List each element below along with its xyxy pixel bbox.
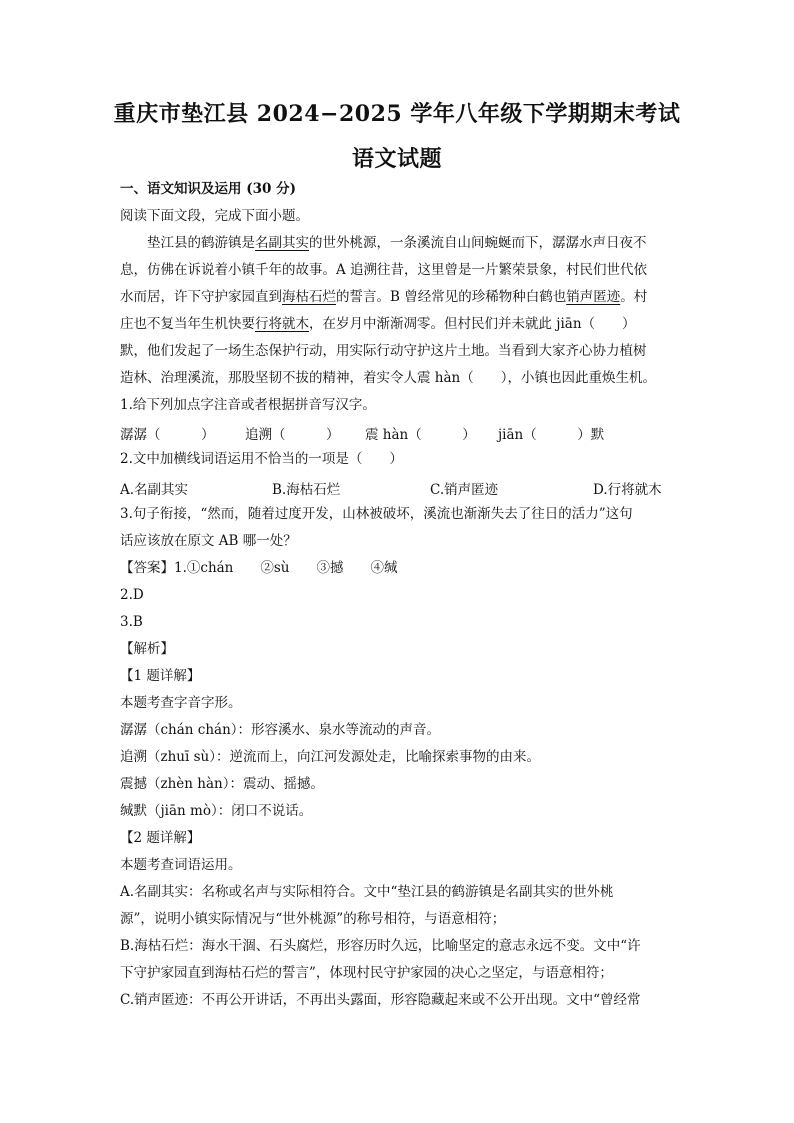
- answer-line-3: 3.B: [120, 614, 143, 630]
- underlined-term: 行将就木: [255, 316, 309, 332]
- answer-line-1: 【答案】1.①chán ②sù ③撼 ④缄: [120, 560, 398, 576]
- detail-2-intro: 本题考查词语运用。: [120, 857, 242, 873]
- option-c: C.销声匿迹: [430, 482, 499, 498]
- underlined-term: 名副其实: [255, 235, 309, 251]
- detail-2-line: 下守护家园直到海枯石烂的誓言”，体现村民守护家园的决心之坚定，与语意相符；: [120, 965, 613, 981]
- passage-line-3: 水而居，许下守护家园直到海枯石烂的誓言。B 曾经常见的珍稀物种白鹤也销声匿迹。村: [120, 289, 648, 305]
- question-3-line-2: 话应该放在原文 AB 哪一处？: [120, 533, 297, 549]
- underlined-term: 销声匿迹: [566, 289, 621, 305]
- option-a: A.名副其实: [120, 482, 189, 498]
- q1-blank: 潺潺（ ）: [120, 427, 215, 443]
- passage-line-1: 垫江县的鹤游镇是名副其实的世外桃源，一条溪流自山间蜿蜒而下，潺潺水声日夜不: [147, 235, 647, 251]
- question-1: 1.给下列加点字注音或者根据拼音写汉字。: [120, 397, 376, 413]
- passage-line-4: 庄也不复当年生机快要行将就木，在岁月中渐渐凋零。但村民们并未就此 jiān（ ）: [120, 316, 636, 332]
- answer-line-2: 2.D: [120, 587, 144, 603]
- passage-line-5: 默，他们发起了一场生态保护行动，用实际行动守护这片土地。当看到大家齐心协力植树: [120, 343, 647, 359]
- detail-1-item: 追溯（zhuī sù）：逆流而上，向江河发源处走，比喻探索事物的由来。: [120, 749, 540, 765]
- option-b: B.海枯石烂: [272, 482, 341, 498]
- underlined-term: 海枯石烂: [282, 289, 336, 305]
- question-2: 2.文中加横线词语运用不恰当的一项是（ ）: [120, 451, 403, 467]
- detail-1-item: 缄默（jiān mò）：闭口不说话。: [120, 803, 313, 819]
- section-heading: 一、语文知识及运用 (30 分): [120, 181, 296, 197]
- question-3-line-1: 3.句子衔接，“然而，随着过度开发，山林被破坏，溪流也渐渐失去了往日的活力”这句: [120, 506, 633, 522]
- option-d: D.行将就木: [593, 482, 662, 498]
- analysis-heading: 【解析】: [120, 641, 174, 657]
- detail-heading-1: 【1 题详解】: [120, 668, 201, 684]
- exam-title: 重庆市垫江县 2024−2025 学年八年级下学期期末考试: [113, 101, 681, 127]
- detail-2-line: B.海枯石烂：海水干涸、石头腐烂，形容历时久远，比喻坚定的意志永远不变。文中“许: [120, 938, 641, 954]
- detail-1-item: 潺潺（chán chán）：形容溪水、泉水等流动的声音。: [120, 722, 441, 738]
- detail-2-line: C.销声匿迹：不再公开讲话，不再出头露面，形容隐藏起来或不公开出现。文中“曾经常: [120, 992, 641, 1008]
- detail-1-item: 震撼（zhèn hàn）：震动、摇撼。: [120, 776, 324, 792]
- instruction-text: 阅读下面文段，完成下面小题。: [120, 208, 309, 224]
- passage-line-6: 造林、治理溪流，那股坚韧不拔的精神，着实令人震 hàn（ ），小镇也因此重焕生机。: [120, 370, 656, 386]
- detail-1-intro: 本题考查字音字形。: [120, 695, 242, 711]
- q1-blank: 追溯（ ）: [245, 427, 340, 443]
- detail-2-line: 源”，说明小镇实际情况与“世外桃源”的称号相符，与语意相符；: [120, 911, 506, 927]
- q1-blank: 震 hàn（ ）: [365, 427, 476, 443]
- detail-heading-2: 【2 题详解】: [120, 830, 201, 846]
- q1-blank: jiān（ ）默: [498, 427, 605, 443]
- passage-line-2: 息，仿佛在诉说着小镇千年的故事。A 追溯往昔，这里曾是一片繁荣景象，村民们世代依: [120, 262, 648, 278]
- detail-2-line: A.名副其实：名称或名声与实际相符合。文中“垫江县的鹤游镇是名副其实的世外桃: [120, 884, 614, 900]
- exam-subtitle: 语文试题: [351, 146, 442, 172]
